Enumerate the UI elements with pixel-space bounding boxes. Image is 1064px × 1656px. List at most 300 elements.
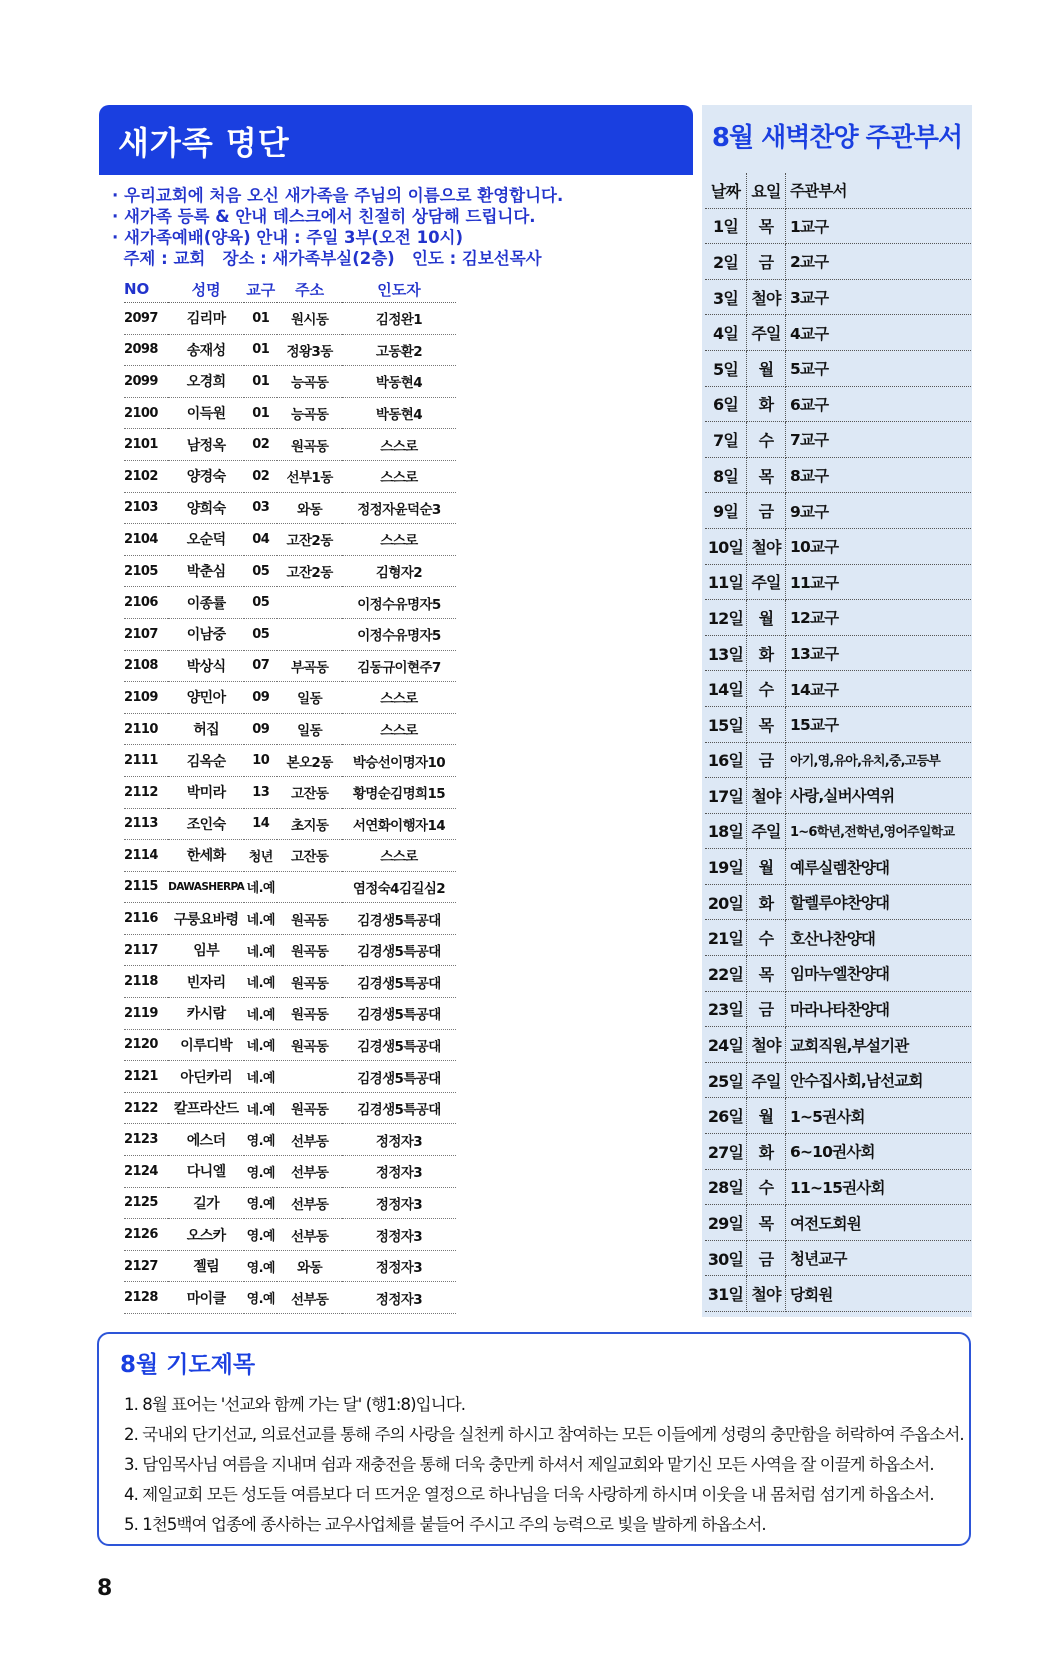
member-address: [277, 618, 342, 650]
member-address: [277, 1061, 342, 1093]
schedule-dept: 2교구: [786, 244, 972, 280]
schedule-dept: 6교구: [786, 386, 972, 422]
member-name: 이득원: [168, 397, 244, 429]
schedule-date: 25일: [705, 1062, 747, 1098]
header-address: 주소: [277, 276, 342, 303]
schedule-row: [705, 1062, 971, 1098]
schedule-dept: 4교구: [786, 315, 972, 351]
schedule-day: 주일: [747, 813, 786, 849]
schedule-day: 화: [747, 884, 786, 920]
schedule-title: 8월 새벽찬양 주관부서: [711, 123, 963, 153]
member-guide: 김동규이현주7: [342, 650, 456, 682]
member-name: 김옥순: [168, 745, 244, 777]
member-guide: 김정완1: [342, 303, 456, 335]
member-district: 영.예: [244, 1124, 277, 1156]
member-name: 빈자리: [168, 966, 244, 998]
member-district: 네.예: [244, 903, 277, 935]
schedule-date: 19일: [705, 849, 747, 885]
prayer-item: 5. 1천5백여 업종에 종사하는 교우사업체를 붙들어 주시고 주의 능력으로 빛을 발하게 하옵소서.: [124, 1515, 766, 1534]
new-family-row: [124, 555, 456, 587]
new-family-row: [124, 1219, 456, 1251]
member-guide: 고동환2: [342, 334, 456, 366]
member-address: 초지동: [277, 808, 342, 840]
member-address: 원곡동: [277, 903, 342, 935]
member-address: 원시동: [277, 303, 342, 335]
schedule-row: [705, 600, 971, 636]
member-guide: 이정수유명자5: [342, 587, 456, 619]
header-day: 요일: [747, 173, 786, 208]
schedule-row: [705, 991, 971, 1027]
member-guide: 정정자3: [342, 1187, 456, 1219]
schedule-header-row: [705, 173, 971, 208]
member-name: 구룽요바령: [168, 903, 244, 935]
schedule-dept: 1교구: [786, 208, 972, 244]
member-no: 2120: [124, 1029, 168, 1061]
schedule-dept: 10교구: [786, 528, 972, 564]
schedule-date: 11일: [705, 564, 747, 600]
member-no: 2109: [124, 682, 168, 714]
schedule-dept: 7교구: [786, 422, 972, 458]
schedule-dept: 아기,영,유아,유치,중,고등부: [786, 742, 972, 778]
schedule-date: 30일: [705, 1240, 747, 1276]
member-no: 2104: [124, 524, 168, 556]
member-guide: 스스로: [342, 524, 456, 556]
schedule-row: [705, 1098, 971, 1134]
schedule-date: 15일: [705, 706, 747, 742]
schedule-date: 13일: [705, 635, 747, 671]
header-date: 날짜: [705, 173, 747, 208]
member-no: 2107: [124, 618, 168, 650]
new-family-row: [124, 366, 456, 398]
schedule-dept: 15교구: [786, 706, 972, 742]
member-address: 와동: [277, 492, 342, 524]
schedule-day: 월: [747, 1098, 786, 1134]
member-name: 양민아: [168, 682, 244, 714]
schedule-date: 7일: [705, 422, 747, 458]
member-address: 선부동: [277, 1282, 342, 1314]
member-no: 2128: [124, 1282, 168, 1314]
member-guide: 정정자3: [342, 1156, 456, 1188]
member-district: 07: [244, 650, 277, 682]
intro-line: · 새가족예배(양육) 안내 : 주일 3부(오전 10시): [112, 228, 464, 247]
member-address: 원곡동: [277, 934, 342, 966]
member-district: 05: [244, 587, 277, 619]
schedule-date: 26일: [705, 1098, 747, 1134]
member-address: 원곡동: [277, 1092, 342, 1124]
member-district: 05: [244, 618, 277, 650]
schedule-dept: 임마누엘찬양대: [786, 956, 972, 992]
member-address: 와동: [277, 1250, 342, 1282]
member-address: 정왕3동: [277, 334, 342, 366]
schedule-row: [705, 350, 971, 386]
schedule-date: 20일: [705, 884, 747, 920]
member-guide: 박동현4: [342, 366, 456, 398]
schedule-dept: 14교구: [786, 671, 972, 707]
new-family-row: [124, 1156, 456, 1188]
member-district: 01: [244, 366, 277, 398]
schedule-date: 12일: [705, 600, 747, 636]
member-guide: 김경생5특공대: [342, 1092, 456, 1124]
member-address: 원곡동: [277, 966, 342, 998]
schedule-day: 화: [747, 386, 786, 422]
member-name: 아딘카리: [168, 1061, 244, 1093]
member-name: 길가: [168, 1187, 244, 1219]
member-name: 칼프라산드: [168, 1092, 244, 1124]
member-name: 오경희: [168, 366, 244, 398]
member-name: 오순덕: [168, 524, 244, 556]
member-address: 선부1동: [277, 460, 342, 492]
schedule-date: 1일: [705, 208, 747, 244]
schedule-day: 화: [747, 635, 786, 671]
member-guide: 박동현4: [342, 397, 456, 429]
member-name: 이남중: [168, 618, 244, 650]
member-district: 네.예: [244, 1029, 277, 1061]
member-no: 2101: [124, 429, 168, 461]
member-no: 2099: [124, 366, 168, 398]
schedule-date: 2일: [705, 244, 747, 280]
schedule-dept: 12교구: [786, 600, 972, 636]
schedule-row: [705, 386, 971, 422]
new-family-row: [124, 1250, 456, 1282]
schedule-dept: 11교구: [786, 564, 972, 600]
schedule-date: 21일: [705, 920, 747, 956]
schedule-row: [705, 279, 971, 315]
schedule-row: [705, 956, 971, 992]
new-family-row: [124, 524, 456, 556]
member-district: 10: [244, 745, 277, 777]
schedule-date: 3일: [705, 279, 747, 315]
schedule-dept: 6~10권사회: [786, 1134, 972, 1170]
schedule-row: [705, 742, 971, 778]
new-family-row: [124, 713, 456, 745]
member-address: 일동: [277, 713, 342, 745]
schedule-row: [705, 1240, 971, 1276]
member-guide: 김형자2: [342, 555, 456, 587]
schedule-day: 주일: [747, 1062, 786, 1098]
schedule-row: [705, 849, 971, 885]
member-name: 임부: [168, 934, 244, 966]
member-name: 양희숙: [168, 492, 244, 524]
new-family-row: [124, 808, 456, 840]
schedule-day: 주일: [747, 315, 786, 351]
member-no: 2106: [124, 587, 168, 619]
schedule-row: [705, 457, 971, 493]
new-family-row: [124, 492, 456, 524]
member-no: 2126: [124, 1219, 168, 1251]
page-number: 8: [97, 1576, 113, 1601]
new-family-row: [124, 1029, 456, 1061]
member-district: 네.예: [244, 998, 277, 1030]
member-name: 박미라: [168, 776, 244, 808]
schedule-day: 화: [747, 1134, 786, 1170]
schedule-dept: 호산나찬양대: [786, 920, 972, 956]
member-name: 이종률: [168, 587, 244, 619]
member-guide: 박승선이명자10: [342, 745, 456, 777]
member-no: 2123: [124, 1124, 168, 1156]
new-family-header-row: [124, 276, 456, 303]
member-guide: 정정자윤덕순3: [342, 492, 456, 524]
member-address: 선부동: [277, 1124, 342, 1156]
member-address: 선부동: [277, 1219, 342, 1251]
schedule-row: [705, 244, 971, 280]
schedule-date: 4일: [705, 315, 747, 351]
schedule-date: 31일: [705, 1276, 747, 1312]
schedule-date: 28일: [705, 1169, 747, 1205]
prayer-title: 8월 기도제목: [120, 1352, 256, 1378]
schedule-day: 철야: [747, 279, 786, 315]
member-guide: 김경생5특공대: [342, 1029, 456, 1061]
schedule-day: 목: [747, 208, 786, 244]
member-no: 2115: [124, 871, 168, 903]
member-district: 04: [244, 524, 277, 556]
new-family-row: [124, 745, 456, 777]
member-guide: 스스로: [342, 682, 456, 714]
member-address: 고잔동: [277, 840, 342, 872]
member-address: 고잔동: [277, 776, 342, 808]
member-address: 능곡동: [277, 366, 342, 398]
prayer-item: 3. 담임목사님 여름을 지내며 쉼과 재충전을 통해 더욱 충만케 하셔서 제일교회와 맡기신 모든 사역을 잘 이끌게 하옵소서.: [124, 1455, 934, 1474]
schedule-row: [705, 528, 971, 564]
member-guide: 스스로: [342, 460, 456, 492]
schedule-dept: 9교구: [786, 493, 972, 529]
schedule-day: 금: [747, 493, 786, 529]
new-family-row: [124, 1187, 456, 1219]
new-family-row: [124, 618, 456, 650]
member-name: 다니엘: [168, 1156, 244, 1188]
schedule-row: [705, 422, 971, 458]
schedule-dept: 예루실렘찬양대: [786, 849, 972, 885]
member-name: 김리마: [168, 303, 244, 335]
intro-line: 주제 : 교회 장소 : 새가족부실(2층) 인도 : 김보선목사: [112, 249, 542, 268]
member-guide: 김경생5특공대: [342, 998, 456, 1030]
schedule-day: 철야: [747, 1276, 786, 1312]
member-guide: 정정자3: [342, 1124, 456, 1156]
schedule-row: [705, 920, 971, 956]
member-district: 네.예: [244, 966, 277, 998]
member-no: 2111: [124, 745, 168, 777]
member-address: 일동: [277, 682, 342, 714]
member-no: 2105: [124, 555, 168, 587]
member-guide: 김경생5특공대: [342, 903, 456, 935]
member-name: 허집: [168, 713, 244, 745]
schedule-date: 6일: [705, 386, 747, 422]
schedule-day: 월: [747, 350, 786, 386]
member-name: 에스더: [168, 1124, 244, 1156]
schedule-date: 14일: [705, 671, 747, 707]
new-family-row: [124, 934, 456, 966]
schedule-day: 철야: [747, 1027, 786, 1063]
new-family-row: [124, 998, 456, 1030]
schedule-day: 목: [747, 1205, 786, 1241]
member-name: 송재성: [168, 334, 244, 366]
schedule-day: 월: [747, 600, 786, 636]
member-no: 2116: [124, 903, 168, 935]
member-district: 09: [244, 682, 277, 714]
member-guide: 이정수유명자5: [342, 618, 456, 650]
schedule-day: 금: [747, 244, 786, 280]
schedule-row: [705, 493, 971, 529]
member-name: 카시람: [168, 998, 244, 1030]
new-family-row: [124, 1061, 456, 1093]
schedule-row: [705, 1134, 971, 1170]
schedule-row: [705, 208, 971, 244]
member-no: 2103: [124, 492, 168, 524]
schedule-row: [705, 635, 971, 671]
member-address: 선부동: [277, 1187, 342, 1219]
member-district: 09: [244, 713, 277, 745]
schedule-day: 월: [747, 849, 786, 885]
member-guide: 염정숙4김길심2: [342, 871, 456, 903]
schedule-row: [705, 884, 971, 920]
new-family-row: [124, 460, 456, 492]
schedule-dept: 5교구: [786, 350, 972, 386]
member-no: 2121: [124, 1061, 168, 1093]
member-name: 박춘심: [168, 555, 244, 587]
new-family-row: [124, 334, 456, 366]
member-no: 2113: [124, 808, 168, 840]
member-district: 네.예: [244, 1092, 277, 1124]
schedule-dept: 청년교구: [786, 1240, 972, 1276]
schedule-table: [705, 173, 971, 1312]
member-district: 02: [244, 460, 277, 492]
new-family-row: [124, 650, 456, 682]
member-name: 박상식: [168, 650, 244, 682]
member-district: 03: [244, 492, 277, 524]
schedule-date: 22일: [705, 956, 747, 992]
schedule-date: 29일: [705, 1205, 747, 1241]
schedule-dept: 13교구: [786, 635, 972, 671]
schedule-row: [705, 1276, 971, 1312]
member-district: 영.예: [244, 1250, 277, 1282]
prayer-item: 2. 국내외 단기선교, 의료선교를 통해 주의 사랑을 실천케 하시고 참여하는 모든 이들에게 성령의 충만함을 허락하여 주옵소서.: [124, 1425, 964, 1444]
member-name: 이루디박: [168, 1029, 244, 1061]
new-family-row: [124, 1282, 456, 1314]
member-address: 원곡동: [277, 1029, 342, 1061]
schedule-day: 철야: [747, 778, 786, 814]
member-name: DAWASHERPA: [168, 871, 244, 903]
schedule-dept: 3교구: [786, 279, 972, 315]
member-guide: 김경생5특공대: [342, 1061, 456, 1093]
member-guide: 정정자3: [342, 1219, 456, 1251]
prayer-item: 4. 제일교회 모든 성도들 여름보다 더 뜨거운 열정으로 하나님을 더욱 사랑하게 하시며 이웃을 내 몸처럼 섬기게 하옵소서.: [124, 1485, 934, 1504]
schedule-row: [705, 315, 971, 351]
schedule-day: 수: [747, 671, 786, 707]
member-no: 2124: [124, 1156, 168, 1188]
member-district: 청년: [244, 840, 277, 872]
member-district: 01: [244, 303, 277, 335]
member-district: 영.예: [244, 1156, 277, 1188]
member-no: 2112: [124, 776, 168, 808]
schedule-dept: 여전도회원: [786, 1205, 972, 1241]
header-dept: 주관부서: [786, 173, 972, 208]
schedule-date: 9일: [705, 493, 747, 529]
member-guide: 김경생5특공대: [342, 934, 456, 966]
member-no: 2119: [124, 998, 168, 1030]
schedule-dept: 사랑,실버사역위: [786, 778, 972, 814]
member-name: 조인숙: [168, 808, 244, 840]
member-no: 2125: [124, 1187, 168, 1219]
member-no: 2100: [124, 397, 168, 429]
schedule-row: [705, 778, 971, 814]
member-address: [277, 587, 342, 619]
member-district: 14: [244, 808, 277, 840]
schedule-day: 수: [747, 920, 786, 956]
new-family-row: [124, 1092, 456, 1124]
schedule-date: 8일: [705, 457, 747, 493]
member-address: 부곡동: [277, 650, 342, 682]
member-district: 01: [244, 334, 277, 366]
schedule-day: 금: [747, 991, 786, 1027]
schedule-row: [705, 1169, 971, 1205]
member-district: 영.예: [244, 1219, 277, 1251]
schedule-dept: 마라나타찬양대: [786, 991, 972, 1027]
member-guide: 스스로: [342, 840, 456, 872]
schedule-day: 수: [747, 1169, 786, 1205]
member-district: 네.예: [244, 1061, 277, 1093]
schedule-dept: 11~15권사회: [786, 1169, 972, 1205]
schedule-day: 금: [747, 1240, 786, 1276]
new-family-row: [124, 587, 456, 619]
member-no: 2118: [124, 966, 168, 998]
schedule-row: [705, 1205, 971, 1241]
schedule-date: 5일: [705, 350, 747, 386]
member-district: 05: [244, 555, 277, 587]
member-guide: 김경생5특공대: [342, 966, 456, 998]
member-name: 젤림: [168, 1250, 244, 1282]
new-family-row: [124, 966, 456, 998]
member-address: 고잔2동: [277, 524, 342, 556]
schedule-day: 철야: [747, 528, 786, 564]
schedule-date: 17일: [705, 778, 747, 814]
schedule-date: 23일: [705, 991, 747, 1027]
member-no: 2114: [124, 840, 168, 872]
schedule-day: 목: [747, 457, 786, 493]
new-family-title: 새가족 명단: [118, 124, 290, 162]
schedule-date: 18일: [705, 813, 747, 849]
header-no: NO: [124, 276, 168, 303]
schedule-dept: 당회원: [786, 1276, 972, 1312]
member-guide: 스스로: [342, 429, 456, 461]
member-guide: 황명순김명희15: [342, 776, 456, 808]
schedule-date: 16일: [705, 742, 747, 778]
schedule-dept: 안수집사회,남선교회: [786, 1062, 972, 1098]
member-name: 마이클: [168, 1282, 244, 1314]
intro-line: · 새가족 등록 & 안내 데스크에서 친절히 상담해 드립니다.: [112, 207, 536, 226]
new-family-row: [124, 840, 456, 872]
new-family-row: [124, 682, 456, 714]
member-no: 2127: [124, 1250, 168, 1282]
member-no: 2097: [124, 303, 168, 335]
schedule-day: 목: [747, 706, 786, 742]
schedule-dept: 1~6학년,전학년,영어주일학교: [786, 813, 972, 849]
schedule-row: [705, 564, 971, 600]
intro-line: · 우리교회에 처음 오신 새가족을 주님의 이름으로 환영합니다.: [112, 186, 564, 205]
member-address: [277, 871, 342, 903]
schedule-dept: 할렐루야찬양대: [786, 884, 972, 920]
schedule-dept: 교회직원,부설기관: [786, 1027, 972, 1063]
member-address: 능곡동: [277, 397, 342, 429]
schedule-row: [705, 813, 971, 849]
member-address: 원곡동: [277, 998, 342, 1030]
member-address: 고잔2동: [277, 555, 342, 587]
member-guide: 정정자3: [342, 1282, 456, 1314]
member-district: 영.예: [244, 1282, 277, 1314]
new-family-row: [124, 871, 456, 903]
member-no: 2108: [124, 650, 168, 682]
header-guide: 인도자: [342, 276, 456, 303]
new-family-row: [124, 429, 456, 461]
new-family-table: [124, 276, 456, 1314]
